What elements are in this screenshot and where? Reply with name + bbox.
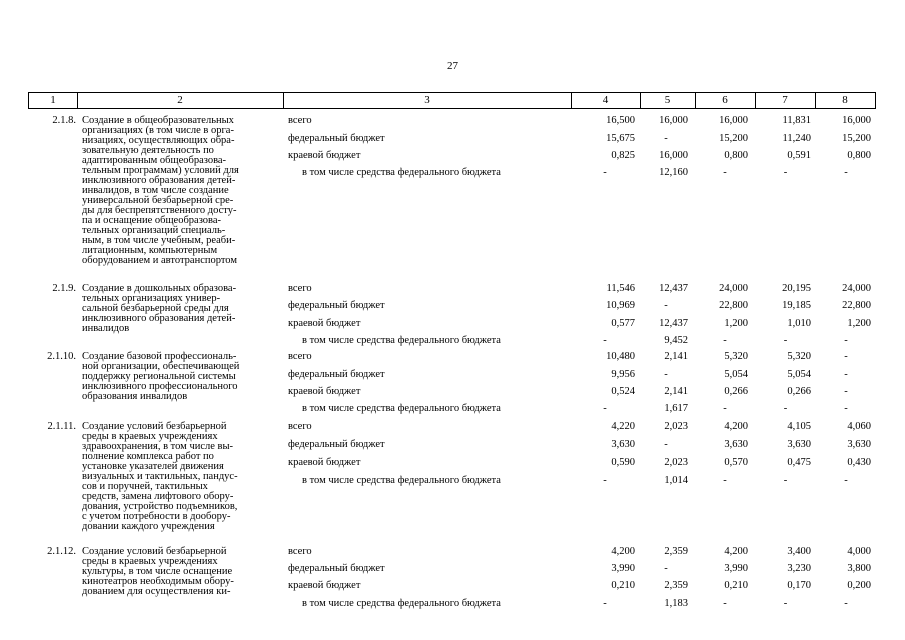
- value-cell: 5,320: [787, 351, 811, 362]
- value-cell: -: [723, 403, 727, 414]
- funding-label-federal: федеральный бюджет: [288, 439, 385, 450]
- value-cell: -: [783, 475, 788, 486]
- description-line: Создание в общеобразовательных: [82, 115, 234, 126]
- value-cell: -: [844, 351, 848, 362]
- description-line: сальной безбарьерной среды для: [82, 303, 229, 314]
- value-cell: 2,359: [664, 546, 688, 557]
- description-line: с учетом потребности в дообору-: [82, 511, 231, 522]
- value-cell: 0,266: [724, 386, 748, 397]
- value-cell: 24,000: [842, 283, 871, 294]
- funding-label-regional: краевой бюджет: [288, 150, 361, 161]
- value-cell: -: [723, 335, 727, 346]
- value-cell: 1,010: [787, 318, 811, 329]
- value-cell: 20,195: [782, 283, 811, 294]
- description-line: ной организации, обеспечивающей: [82, 361, 240, 372]
- value-cell: -: [603, 335, 607, 346]
- header-col-4: 4: [602, 94, 609, 106]
- value-cell: -: [844, 167, 848, 178]
- row-number: 2.1.9.: [52, 283, 76, 294]
- value-cell: 3,990: [611, 563, 635, 574]
- value-cell: 11,240: [782, 133, 811, 144]
- header-col-8: 8: [842, 94, 848, 106]
- description-line: установке указателей движения: [82, 461, 224, 472]
- funding-label-incl-federal: в том числе средства федерального бюджета: [302, 403, 501, 414]
- value-cell: 4,220: [611, 421, 635, 432]
- value-cell: 3,230: [787, 563, 811, 574]
- value-cell: 3,630: [787, 439, 811, 450]
- funding-label-regional: краевой бюджет: [288, 457, 361, 468]
- value-cell: -: [783, 167, 788, 178]
- description-line: па и оснащение общеобразова-: [82, 215, 222, 226]
- funding-label-federal: федеральный бюджет: [288, 369, 385, 380]
- value-cell: 24,000: [719, 283, 748, 294]
- value-cell: 0,591: [787, 150, 811, 161]
- description-line: визуальных и тактильных, пандус-: [82, 471, 238, 482]
- value-cell: -: [844, 403, 848, 414]
- value-cell: -: [603, 598, 607, 609]
- value-cell: 4,200: [724, 546, 748, 557]
- value-cell: 11,831: [782, 115, 811, 126]
- description-line: зовательную деятельность по: [82, 145, 214, 156]
- value-cell: -: [664, 563, 668, 574]
- row-description: [82, 422, 278, 532]
- page-number: 27: [447, 60, 458, 72]
- value-cell: 5,054: [724, 369, 748, 380]
- funding-label-incl-federal: в том числе средства федерального бюджета: [302, 598, 501, 609]
- value-cell: 3,630: [611, 439, 635, 450]
- value-cell: 12,437: [659, 283, 688, 294]
- description-line: ным, в том числе учебным, реаби-: [82, 235, 236, 246]
- description-line: кинотеатров необходимым обору-: [82, 576, 234, 587]
- description-line: универсальной безбарьерной сре-: [82, 195, 234, 206]
- funding-label-federal: федеральный бюджет: [288, 563, 385, 574]
- row-description: [82, 116, 278, 266]
- description-line: Создание в дошкольных образова-: [82, 283, 237, 294]
- value-cell: 3,630: [847, 439, 871, 450]
- description-line: организациях (в том числе в орга-: [82, 125, 234, 136]
- value-cell: 3,400: [787, 546, 811, 557]
- value-cell: 2,023: [664, 421, 688, 432]
- value-cell: -: [783, 335, 788, 346]
- value-cell: 0,800: [724, 150, 748, 161]
- value-cell: -: [603, 475, 607, 486]
- value-cell: -: [664, 133, 668, 144]
- value-cell: 0,800: [847, 150, 871, 161]
- value-cell: 1,014: [664, 475, 688, 486]
- description-line: полнение комплекса работ по: [82, 451, 214, 462]
- value-cell: 0,825: [611, 150, 635, 161]
- description-line: ды для беспрепятственного досту-: [82, 205, 237, 216]
- funding-label-regional: краевой бюджет: [288, 580, 361, 591]
- description-line: поддержку региональной системы: [82, 371, 236, 382]
- value-cell: 0,590: [611, 457, 635, 468]
- value-cell: -: [844, 369, 848, 380]
- value-cell: 4,200: [724, 421, 748, 432]
- row-number: 2.1.11.: [47, 421, 76, 432]
- value-cell: 3,800: [847, 563, 871, 574]
- value-cell: 11,546: [606, 283, 635, 294]
- value-cell: -: [603, 403, 607, 414]
- value-cell: 9,956: [611, 369, 635, 380]
- value-cell: -: [664, 300, 668, 311]
- description-line: адаптированным общеобразова-: [82, 155, 227, 166]
- description-line: низациях, осуществляющих обра-: [82, 135, 235, 146]
- description-line: культуры, в том числе оснащение: [82, 566, 233, 577]
- description-line: Создание условий безбарьерной: [82, 546, 227, 557]
- value-cell: 16,500: [606, 115, 635, 126]
- value-cell: 5,054: [787, 369, 811, 380]
- value-cell: -: [723, 475, 727, 486]
- value-cell: 22,800: [842, 300, 871, 311]
- value-cell: 5,320: [724, 351, 748, 362]
- description-line: Создание базовой профессиональ-: [82, 351, 237, 362]
- value-cell: -: [603, 167, 607, 178]
- funding-label-regional: краевой бюджет: [288, 386, 361, 397]
- funding-label-total: всего: [288, 421, 312, 432]
- value-cell: 16,000: [842, 115, 871, 126]
- row-number: 2.1.12.: [47, 546, 76, 557]
- value-cell: 1,183: [664, 598, 688, 609]
- value-cell: -: [844, 475, 848, 486]
- row-number: 2.1.8.: [52, 115, 76, 126]
- header-col-7: 7: [782, 94, 788, 106]
- row-description: [82, 352, 278, 402]
- value-cell: 0,577: [611, 318, 635, 329]
- funding-label-federal: федеральный бюджет: [288, 133, 385, 144]
- value-cell: 3,630: [724, 439, 748, 450]
- value-cell: 16,000: [659, 150, 688, 161]
- row-description: [82, 547, 278, 597]
- value-cell: 12,437: [659, 318, 688, 329]
- value-cell: 1,617: [664, 403, 688, 414]
- value-cell: 4,200: [611, 546, 635, 557]
- value-cell: 0,200: [847, 580, 871, 591]
- value-cell: -: [844, 335, 848, 346]
- value-cell: -: [723, 167, 727, 178]
- value-cell: -: [783, 598, 788, 609]
- description-line: инвалидов: [82, 323, 130, 334]
- funding-label-federal: федеральный бюджет: [288, 300, 385, 311]
- value-cell: 4,000: [847, 546, 871, 557]
- description-line: тельных организациях универ-: [82, 293, 221, 304]
- description-line: образования инвалидов: [82, 391, 188, 402]
- funding-label-total: всего: [288, 283, 312, 294]
- funding-label-total: всего: [288, 351, 312, 362]
- value-cell: -: [664, 439, 668, 450]
- description-line: среды в краевых учреждениях: [82, 431, 218, 442]
- value-cell: 22,800: [719, 300, 748, 311]
- description-line: средств, замена лифтового обору-: [82, 491, 234, 502]
- value-cell: -: [783, 403, 788, 414]
- value-cell: 10,480: [606, 351, 635, 362]
- description-line: тельным программам) условий для: [82, 165, 239, 176]
- value-cell: 4,060: [847, 421, 871, 432]
- funding-label-incl-federal: в том числе средства федерального бюджета: [302, 167, 501, 178]
- value-cell: -: [844, 386, 848, 397]
- row-number: 2.1.10.: [47, 351, 76, 362]
- header-col-6: 6: [722, 94, 728, 106]
- value-cell: 9,452: [664, 335, 688, 346]
- value-cell: 2,359: [664, 580, 688, 591]
- description-line: инклюзивного образования детей-: [82, 313, 236, 324]
- value-cell: -: [844, 598, 848, 609]
- value-cell: 2,141: [664, 386, 688, 397]
- value-cell: 2,141: [664, 351, 688, 362]
- value-cell: 10,969: [606, 300, 635, 311]
- table-header: [28, 92, 876, 109]
- funding-label-total: всего: [288, 546, 312, 557]
- description-line: инклюзивного профессионального: [82, 381, 238, 392]
- value-cell: 0,430: [847, 457, 871, 468]
- description-line: здравоохранения, в том числе вы-: [82, 441, 234, 452]
- funding-label-incl-federal: в том числе средства федерального бюджета: [302, 335, 501, 346]
- value-cell: 0,210: [724, 580, 748, 591]
- description-line: дования, устройство подъемников,: [82, 501, 238, 512]
- value-cell: 0,524: [611, 386, 635, 397]
- value-cell: 3,990: [724, 563, 748, 574]
- value-cell: 16,000: [659, 115, 688, 126]
- value-cell: 1,200: [724, 318, 748, 329]
- value-cell: 15,200: [719, 133, 748, 144]
- value-cell: 15,200: [842, 133, 871, 144]
- description-line: инвалидов, в том числе создание: [82, 185, 229, 196]
- header-col-3: 3: [424, 94, 430, 106]
- description-line: среды в краевых учреждениях: [82, 556, 218, 567]
- description-line: довании каждого учреждения: [82, 521, 215, 532]
- value-cell: 4,105: [787, 421, 811, 432]
- value-cell: 0,570: [724, 457, 748, 468]
- funding-label-incl-federal: в том числе средства федерального бюджета: [302, 475, 501, 486]
- value-cell: 12,160: [659, 167, 688, 178]
- value-cell: 16,000: [719, 115, 748, 126]
- description-line: тельных организаций специаль-: [82, 225, 226, 236]
- value-cell: 0,170: [787, 580, 811, 591]
- description-line: дованием для осуществления ки-: [82, 586, 231, 597]
- value-cell: 19,185: [782, 300, 811, 311]
- value-cell: 15,675: [606, 133, 635, 144]
- value-cell: 0,475: [787, 457, 811, 468]
- header-col-2: 2: [177, 94, 183, 106]
- funding-label-total: всего: [288, 115, 312, 126]
- value-cell: -: [664, 369, 668, 380]
- value-cell: -: [723, 598, 727, 609]
- header-col-5: 5: [664, 94, 671, 106]
- value-cell: 1,200: [847, 318, 871, 329]
- value-cell: 0,266: [787, 386, 811, 397]
- value-cell: 0,210: [611, 580, 635, 591]
- funding-label-regional: краевой бюджет: [288, 318, 361, 329]
- header-col-1: 1: [50, 94, 56, 106]
- description-line: оборудованием и автотранспортом: [82, 255, 237, 266]
- description-line: Создание условий безбарьерной: [82, 421, 227, 432]
- row-description: [82, 284, 278, 334]
- value-cell: 2,023: [664, 457, 688, 468]
- description-line: литационным, компьютерным: [82, 245, 218, 256]
- description-line: сов и поручней, тактильных: [82, 481, 208, 492]
- description-line: инклюзивного образования детей-: [82, 175, 236, 186]
